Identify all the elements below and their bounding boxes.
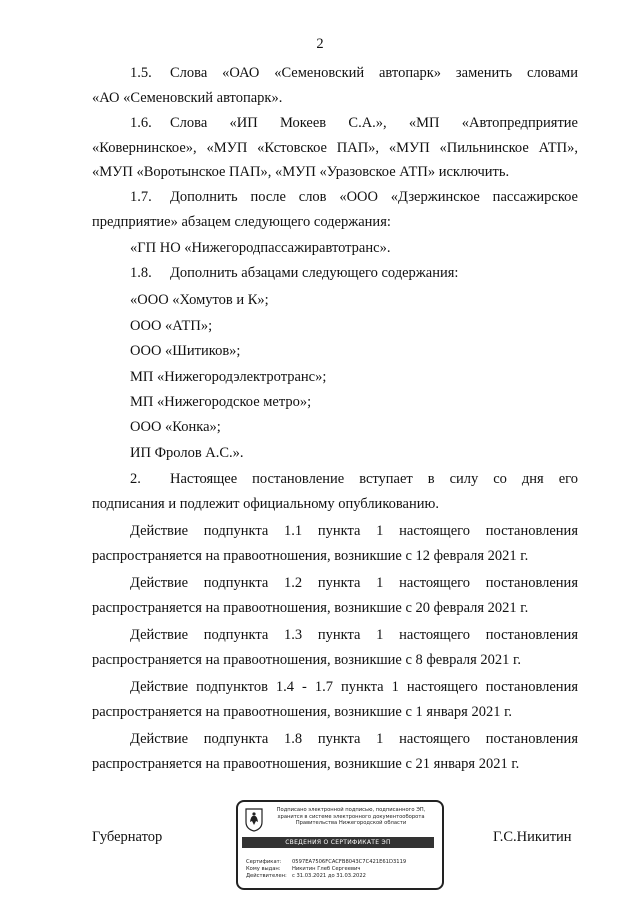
item-number: 1.8.	[130, 265, 152, 281]
item-text: Слова «ОАО «Семеновский автопарк» заменить словами	[170, 65, 578, 81]
stamp-value: 0597EA7506FCACFB8043C7C421E61D3119	[292, 859, 407, 865]
page-number: 2	[316, 36, 324, 52]
stamp-header	[266, 807, 436, 827]
list-item: МП «Нижегородское метро»;	[130, 394, 312, 410]
signer-name: Г.С.Никитин	[493, 829, 572, 845]
item-number: 1.6.	[130, 115, 152, 131]
stamp-valid-row	[246, 873, 366, 880]
item-text: Настоящее постановление вступает в силу со дня его	[170, 471, 578, 487]
list-item: ИП Фролов А.С.».	[130, 445, 244, 461]
item-1-7-quote: «ГП НО «Нижегородпассажиравтотранс».	[130, 240, 391, 256]
stamp-value: Никитин Глеб Сергеевич	[292, 866, 361, 872]
item-text: Слова «ИП Мокеев С.А.», «МП «Автопредприятие	[170, 115, 578, 131]
item-1-5-line-1	[92, 64, 578, 82]
item-2-line-2: подписания и подлежит официальному опубликованию.	[92, 496, 439, 512]
stamp-cert-row	[246, 859, 406, 866]
effect-4-line-1: Действие подпунктов 1.4 - 1.7 пункта 1 настоящего постановления	[130, 679, 578, 695]
effect-5-line-2: распространяется на правоотношения, возникшие с 21 января 2021 г.	[92, 756, 520, 772]
effect-2-line-1: Действие подпункта 1.2 пункта 1 настоящего постановления	[130, 575, 578, 591]
item-1-5-line-2: «АО «Семеновский автопарк».	[92, 90, 283, 106]
signer-position: Губернатор	[92, 829, 163, 845]
stamp-label: Кому выдан:	[246, 866, 281, 872]
item-text: Дополнить после слов «ООО «Дзержинское пассажирское	[170, 189, 578, 205]
stamp-value: с 31.03.2021 до 31.03.2022	[292, 873, 366, 879]
item-2-line-1	[92, 470, 578, 488]
stamp-header-line: хранится в системе электронного документооборота	[277, 813, 425, 820]
effect-1-line-2: распространяется на правоотношения, возникшие с 12 февраля 2021 г.	[92, 548, 529, 564]
effect-1-line-1: Действие подпункта 1.1 пункта 1 настоящего постановления	[130, 523, 578, 539]
item-1-7-line-2: предприятие» абзацем следующего содержания:	[92, 214, 391, 230]
effect-5-line-1: Действие подпункта 1.8 пункта 1 настоящего постановления	[130, 731, 578, 747]
effect-3-line-1: Действие подпункта 1.3 пункта 1 настоящего постановления	[130, 627, 578, 643]
stamp-header-line: Правительства Нижегородской области	[295, 820, 407, 827]
effect-2-line-2: распространяется на правоотношения, возникшие с 20 февраля 2021 г.	[92, 600, 529, 616]
effect-4-line-2: распространяется на правоотношения, возникшие с 1 января 2021 г.	[92, 704, 513, 720]
e-signature-stamp	[236, 800, 444, 890]
stamp-label: Действителен:	[246, 873, 287, 879]
list-item: «ООО «Хомутов и К»;	[130, 292, 269, 308]
stamp-label: Сертификат:	[246, 859, 282, 865]
item-number: 1.5.	[130, 65, 152, 81]
effect-3-line-2: распространяется на правоотношения, возникшие с 8 февраля 2021 г.	[92, 652, 521, 668]
item-1-7-line-1	[92, 188, 578, 206]
item-1-8-line-1	[130, 264, 458, 282]
coat-of-arms-icon	[245, 808, 263, 832]
list-item: МП «Нижегородэлектротранс»;	[130, 369, 327, 385]
item-number: 2.	[130, 471, 141, 487]
item-text: Дополнить абзацами следующего содержания:	[170, 265, 459, 281]
item-1-6-line-2: «Ковернинское», «МУП «Кстовское ПАП», «МУП «Пильнинское АТП»,	[92, 140, 578, 156]
item-1-6-line-1	[92, 114, 578, 132]
stamp-bar: СВЕДЕНИЯ О СЕРТИФИКАТЕ ЭП	[242, 837, 434, 848]
stamp-header-line: Подписано электронной подписью, подписанного ЭП,	[276, 807, 426, 813]
item-1-6-line-3: «МУП «Воротынское ПАП», «МУП «Уразовское АТП» исключить.	[92, 164, 510, 180]
list-item: ООО «АТП»;	[130, 318, 213, 334]
list-item: ООО «Шитиков»;	[130, 343, 241, 359]
item-number: 1.7.	[130, 189, 152, 205]
stamp-owner-row	[246, 866, 360, 873]
list-item: ООО «Конка»;	[130, 419, 221, 435]
